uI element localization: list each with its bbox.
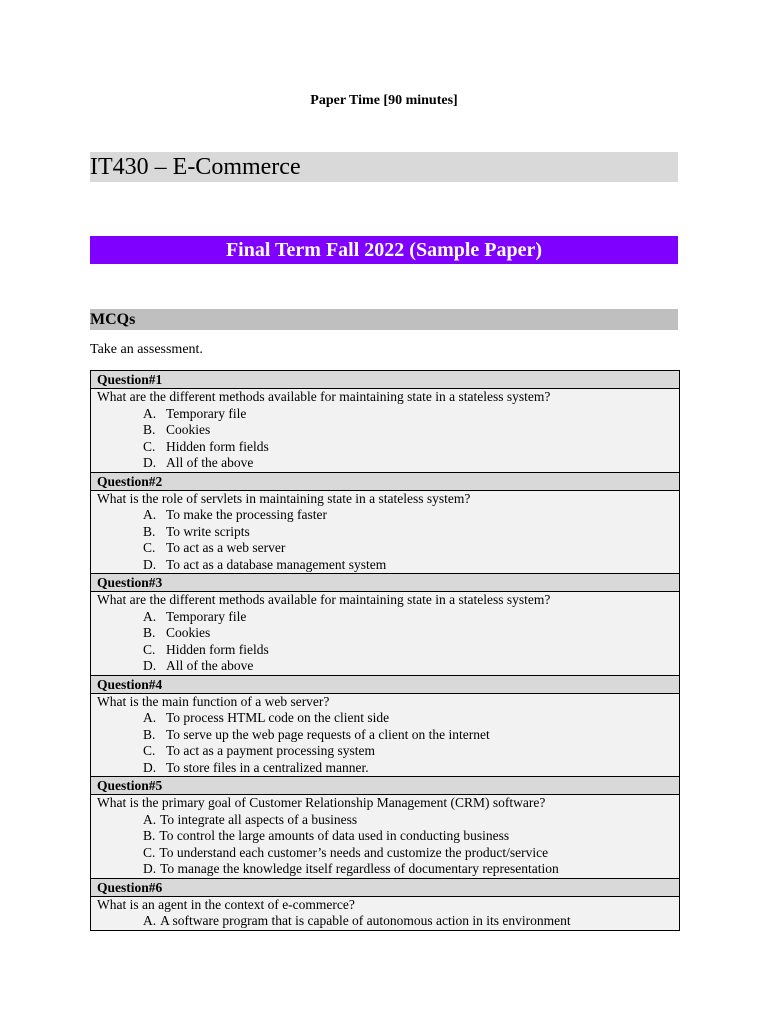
intro-text: Take an assessment. xyxy=(90,342,203,357)
question-block xyxy=(91,878,679,930)
option-text: Hidden form fields xyxy=(166,641,269,657)
option-text: To manage the knowledge itself regardless of documentary representation xyxy=(160,861,559,876)
option-letter: A. xyxy=(143,913,157,928)
course-title: IT430 – E-Commerce xyxy=(90,154,301,180)
answer-option xyxy=(91,524,679,541)
term-title-bar xyxy=(90,236,678,264)
option-text: A software program that is capable of autonomous action in its environment xyxy=(160,913,571,928)
option-letter: A. xyxy=(143,811,157,827)
option-letter: B. xyxy=(143,828,156,843)
question-label: Question#3 xyxy=(91,573,679,592)
option-letter: B. xyxy=(143,422,156,437)
option-text: Temporary file xyxy=(166,608,247,624)
option-text: All of the above xyxy=(166,455,254,470)
course-title-bar xyxy=(90,152,678,182)
option-text: To act as a payment processing system xyxy=(166,743,375,758)
question-text: What are the different methods available for maintaining state in a stateless system? xyxy=(97,592,551,607)
answer-option xyxy=(91,727,679,744)
option-letter: D. xyxy=(143,658,157,673)
option-letter: B. xyxy=(143,726,156,742)
answer-option xyxy=(91,609,679,626)
option-text: To act as a database management system xyxy=(166,556,387,572)
question-block xyxy=(91,573,679,675)
option-letter: C. xyxy=(143,844,156,860)
question-label: Question#1 xyxy=(91,371,679,389)
paper-time: Paper Time [90 minutes] xyxy=(310,93,458,108)
answer-option xyxy=(91,406,679,423)
option-text: To act as a web server xyxy=(166,540,286,555)
question-block xyxy=(91,371,679,472)
option-text: Temporary file xyxy=(166,405,247,421)
option-text: To process HTML code on the client side xyxy=(166,710,390,725)
option-text: All of the above xyxy=(166,658,254,673)
option-text: To integrate all aspects of a business xyxy=(160,811,358,827)
answer-option xyxy=(91,642,679,659)
option-letter: A. xyxy=(143,710,157,725)
question-block xyxy=(91,675,679,777)
answer-option xyxy=(91,812,679,829)
option-text: To control the large amounts of data used in conducting business xyxy=(159,828,510,843)
option-letter: B. xyxy=(143,523,156,539)
answer-option xyxy=(91,439,679,456)
option-text: Cookies xyxy=(166,625,211,640)
question-label: Question#4 xyxy=(91,675,679,694)
answer-option xyxy=(91,422,679,439)
option-text: To understand each customer’s needs and customize the product/service xyxy=(159,844,549,860)
answer-option xyxy=(91,828,679,845)
questions-table xyxy=(90,370,680,931)
question-text: What is the main function of a web server? xyxy=(97,693,330,709)
option-letter: B. xyxy=(143,625,156,640)
question-label: Question#2 xyxy=(91,472,679,491)
option-letter: D. xyxy=(143,759,157,775)
question-block xyxy=(91,776,679,878)
question-label: Question#6 xyxy=(91,878,679,897)
option-letter: C. xyxy=(143,641,156,657)
option-letter: A. xyxy=(143,608,157,624)
option-letter: D. xyxy=(143,455,157,470)
option-letter: D. xyxy=(143,861,157,876)
option-letter: C. xyxy=(143,743,156,758)
option-text: Hidden form fields xyxy=(166,438,269,454)
option-text: To serve up the web page requests of a client on the internet xyxy=(166,726,490,742)
section-heading: MCQs xyxy=(90,311,136,328)
answer-option xyxy=(91,845,679,862)
answer-option xyxy=(91,861,679,878)
answer-option xyxy=(91,625,679,642)
answer-option xyxy=(91,557,679,574)
option-text: To write scripts xyxy=(166,523,250,539)
section-heading-bar xyxy=(90,309,678,330)
option-letter: D. xyxy=(143,556,157,572)
answer-option xyxy=(91,540,679,557)
question-text: What is the primary goal of Customer Relationship Management (CRM) software? xyxy=(97,795,546,810)
question-label: Question#5 xyxy=(91,776,679,795)
answer-option xyxy=(91,507,679,524)
question-text: What is the role of servlets in maintaining state in a stateless system? xyxy=(97,490,471,506)
option-letter: C. xyxy=(143,438,156,454)
option-text: To make the processing faster xyxy=(166,507,327,522)
term-title: Final Term Fall 2022 (Sample Paper) xyxy=(225,239,543,261)
option-letter: A. xyxy=(143,405,157,421)
question-text: What is an agent in the context of e-commerce? xyxy=(97,896,355,912)
option-text: Cookies xyxy=(166,422,211,437)
answer-option xyxy=(91,913,679,930)
option-letter: A. xyxy=(143,507,157,522)
option-text: To store files in a centralized manner. xyxy=(166,759,369,775)
answer-option xyxy=(91,658,679,675)
answer-option xyxy=(91,710,679,727)
answer-option xyxy=(91,760,679,777)
option-letter: C. xyxy=(143,540,156,555)
answer-option xyxy=(91,743,679,760)
answer-option xyxy=(91,455,679,472)
question-text: What are the different methods available for maintaining state in a stateless system? xyxy=(97,389,551,404)
question-block xyxy=(91,472,679,574)
